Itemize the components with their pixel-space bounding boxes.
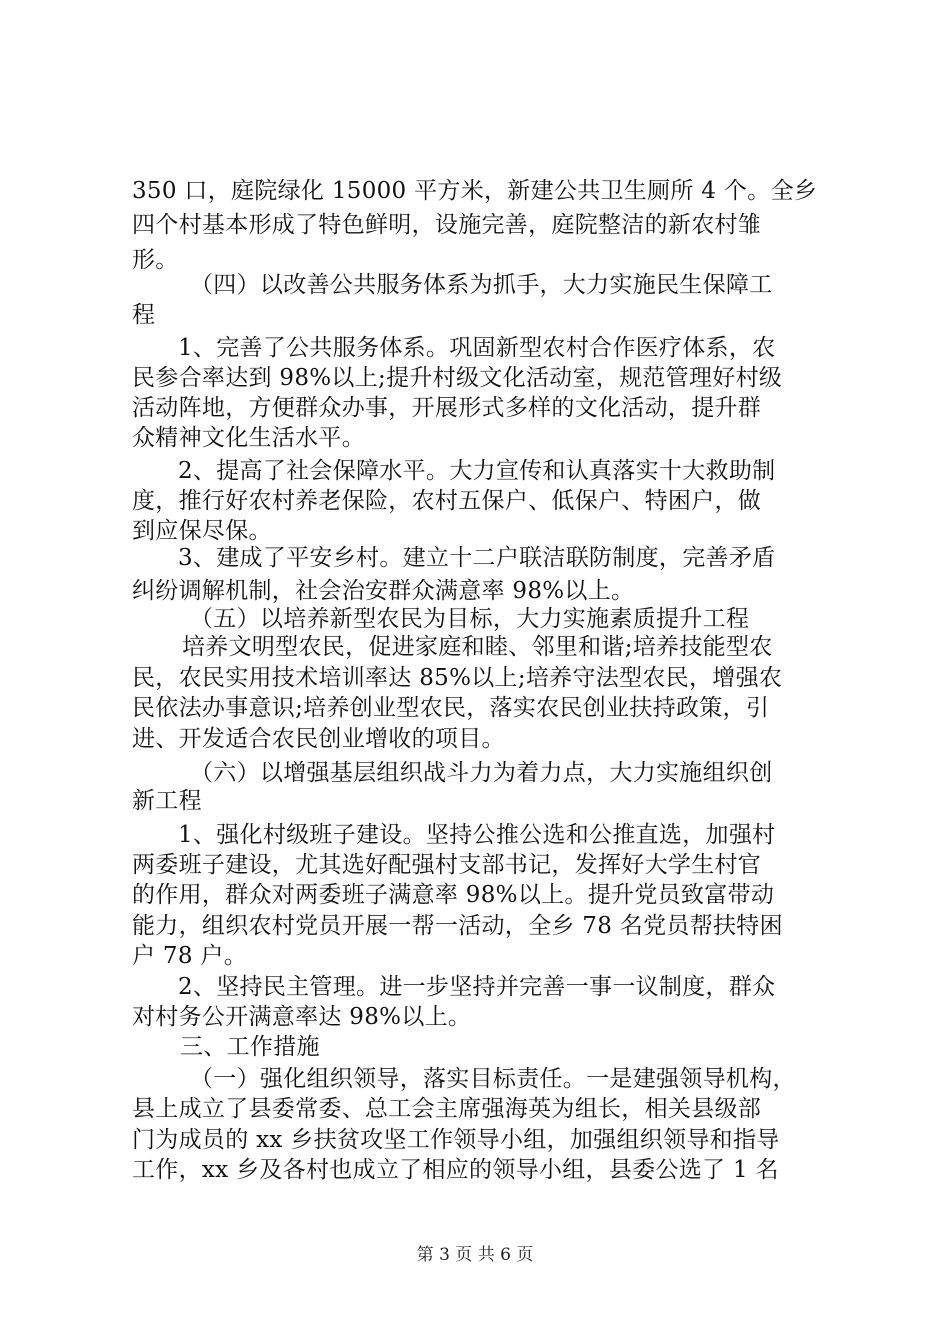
section-heading: （五）以培养新型农民为目标，大力实施素质提升工程 xyxy=(190,606,750,632)
text-line: 众精神文化生活水平。 xyxy=(132,425,365,451)
text-line: 350 口，庭院绿化 15000 平方米，新建公共卫生厕所 4 个。全乡 xyxy=(132,178,818,204)
text-line: 活动阵地，方便群众办事，开展形式多样的文化活动，提升群 xyxy=(132,395,762,421)
section-heading-cont: 程 xyxy=(132,302,156,328)
text-line: 2、坚持民主管理。进一步坚持并完善一事一议制度，群众 xyxy=(178,974,776,1000)
text-line: （一）强化组织领导，落实目标责任。一是建强领导机构， xyxy=(190,1066,796,1092)
text-line: 民参合率达到 98%以上;提升村级文化活动室，规范管理好村级 xyxy=(132,365,783,391)
text-line: 民依法办事意识;培养创业型农民，落实农民创业扶持政策，引 xyxy=(132,695,770,721)
text-line: 能力，组织农村党员开展一帮一活动，全乡 78 名党员帮扶特困 xyxy=(132,913,783,939)
text-line: 纠纷调解机制，社会治安群众满意率 98%以上。 xyxy=(132,578,635,604)
text-line: 到应保尽保。 xyxy=(132,518,272,544)
text-line: 民，农民实用技术培训率达 85%以上;培养守法型农民，增强农 xyxy=(132,665,783,691)
text-line: 2、提高了社会保障水平。大力宣传和认真落实十大救助制 xyxy=(178,458,776,484)
text-line: 对村务公开满意率达 98%以上。 xyxy=(132,1004,472,1030)
text-line: 3、建成了平安乡村。建立十二户联洁联防制度，完善矛盾 xyxy=(178,545,776,571)
text-line: 四个村基本形成了特色鲜明，设施完善，庭院整洁的新农村雏 xyxy=(132,212,762,238)
page-footer: 第 3 页 共 6 页 xyxy=(416,1245,534,1265)
section-heading: 三、工作措施 xyxy=(180,1034,320,1060)
text-line: 户 78 户。 xyxy=(132,943,247,969)
section-heading: （六）以增强基层组织战斗力为着力点，大力实施组织创 xyxy=(190,760,773,786)
text-line: 工作，xx 乡及各村也成立了相应的领导小组，县委公选了 1 名 xyxy=(132,1157,779,1183)
text-line: 进、开发适合农民创业增收的项目。 xyxy=(132,726,505,752)
text-line: 形。 xyxy=(132,247,179,273)
section-heading-cont: 新工程 xyxy=(132,788,202,814)
text-line: 门为成员的 xx 乡扶贫攻坚工作领导小组，加强组织领导和指导 xyxy=(132,1127,780,1153)
text-line: 度，推行好农村养老保险，农村五保户、低保户、特困户，做 xyxy=(132,488,762,514)
text-line: 县上成立了县委常委、总工会主席强海英为组长，相关县级部 xyxy=(132,1096,762,1122)
text-line: 两委班子建设，尤其选好配强村支部书记，发挥好大学生村官 xyxy=(132,852,762,878)
text-line: 1、强化村级班子建设。坚持公推公选和公推直选，加强村 xyxy=(178,822,776,848)
text-line: 的作用，群众对两委班子满意率 98%以上。提升党员致富带动 xyxy=(132,882,775,908)
text-line: 1、完善了公共服务体系。巩固新型农村合作医疗体系，农 xyxy=(178,335,776,361)
text-line: 培养文明型农民，促进家庭和睦、邻里和谐;培养技能型农 xyxy=(182,634,773,660)
section-heading: （四）以改善公共服务体系为抓手，大力实施民生保障工 xyxy=(190,272,773,298)
